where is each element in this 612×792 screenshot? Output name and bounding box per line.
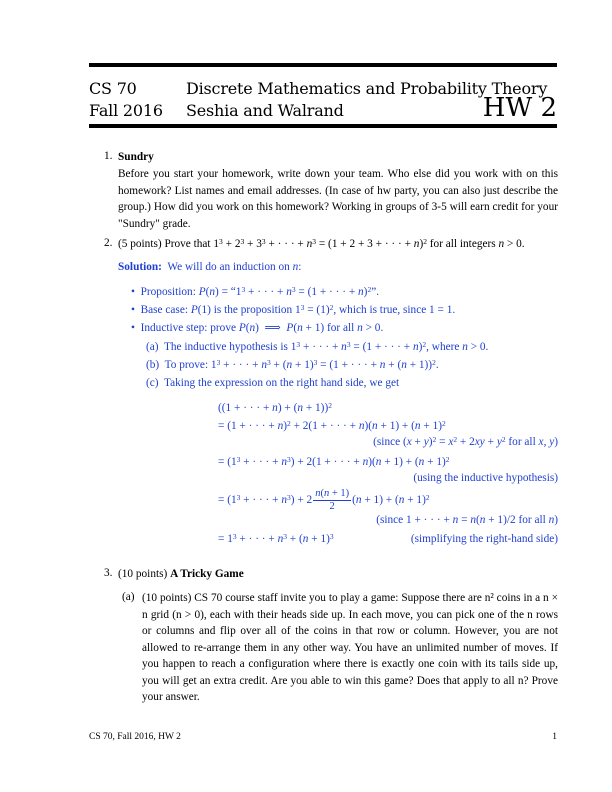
derivation-note-2: (using the inductive hypothesis) (413, 472, 558, 484)
subitem-a: (a) The inductive hypothesis is $1^3$ + · · · + $n^3 = (1$ + · · · + n)$^2$, where n > 0. (146, 340, 489, 353)
solution-intro: We will do an induction on (167, 261, 290, 273)
derivation-note-3: (since 1 + · · · + n = n(n + 1)/2 for all n) (376, 514, 558, 526)
derivation-line-3: = ($1^3$ + · · · + $n^3) + 2(1$ + · · · + $n)(n + 1) + (n + 1)^2$ (218, 455, 450, 468)
q3-number: 3. (104, 567, 113, 579)
q1-title: Sundry (118, 151, 154, 163)
q2-prompt-prefix: (5 points) Prove that (118, 238, 211, 250)
derivation-line-4: = ($1^3$ + · · · + $n^3) + 2$ $\frac{n(n + 1)}{2}$ $(n + 1) + (n + 1)^2$ (218, 488, 430, 512)
page-number: 1 (552, 732, 557, 742)
q3-heading (118, 566, 244, 583)
q1-body: Before you start your homework, write down your team. Who else did you work with on this homework? List names and email addresses. (In case of hw party, you can also just describe the group.) How did you work on this homework? Working in groups of 3-5 will earn credit for your "Sundry" grade. (118, 168, 558, 230)
q1-number: 1. (104, 150, 113, 162)
term-label: Fall 2016 (89, 101, 163, 120)
derivation-line-2: = (1 + · · · + n)$^2$ + 2(1 + · · · + $n)(n + 1) + (n + 1)^2$ (218, 419, 446, 432)
derivation-line-5: = $1^3$ + · · · + $n^3 + (n + 1)^3$ (218, 532, 334, 545)
derivation-note-1: (since $(x + y)^2 = x^2 + 2xy + y^2$ for all x, y) (373, 435, 558, 448)
bullet-proposition: • Proposition: $P(n) = “1^3$ + · · · + $n^3 = (1$ + · · · + n)$^2$”. (131, 285, 380, 298)
footer-left: CS 70, Fall 2016, HW 2 (89, 732, 181, 742)
fraction: $\frac{n(n + 1)}{2}$ (315, 488, 350, 512)
q3a-body: (10 points) CS 70 course staff invite you to play a game: Suppose there are n² coins in a n × n grid (n > 0), each with their heads side up. In each move, you can pick one of the n rows or columns and flip over all of the coins in that row or column. However, you are not allowed to re-arrange them in any other way. You have an unlimited number of moves. If you happen to reach a configuration where there is exactly one coin with its tails side up, you will get an extra credit. Are you able to win this game? Does that apply to all n? Prove your answer. (142, 592, 558, 703)
q3-points: (10 points) (118, 568, 168, 580)
q2-solution-line: Solution: We will do an induction on n: (118, 261, 302, 273)
derivation-note-4: (simplifying the right-hand side) (410, 533, 558, 545)
hw-number: HW 2 (482, 93, 557, 123)
header-top-rule (89, 63, 557, 67)
solution-label: Solution: (118, 261, 162, 273)
q3a-label: (a) (122, 591, 135, 603)
subitem-b: (b) To prove: $1^3$ + · · · + $n^3 + (n + 1)^3 = (1$ + · · · + n + (n + 1))$^2$. (146, 358, 439, 371)
subitem-c: (c) Taking the expression on the right hand side, we get (146, 377, 400, 389)
course-label: CS 70 (89, 79, 137, 98)
instructors: Seshia and Walrand (186, 101, 344, 120)
header-bottom-rule (89, 124, 557, 128)
q3-title: A Tricky Game (170, 568, 244, 580)
q2-prompt: (5 points) Prove that $1^3 + 2^3 + 3^3$ + · · · + $n^3 = (1 + 2 + 3$ + · · · + n)$^2$ for all integers n > 0. (118, 237, 525, 250)
bullet-base-case: • Base case: P(1) is the proposition $1^3 = (1)^2$, which is true, since 1 = 1. (131, 303, 456, 316)
q2-number: 2. (104, 237, 113, 249)
q2-prompt-suffix: for all integers (429, 238, 496, 250)
bullet-inductive-step: • Inductive step: prove P(n) ⟹ P(n + 1) for all n > 0. (131, 322, 384, 334)
course-title: Discrete Mathematics and Probability Theory (186, 79, 548, 98)
derivation-line-1: ((1 + · · · + n) + (n + 1))$^2$ (218, 401, 332, 414)
